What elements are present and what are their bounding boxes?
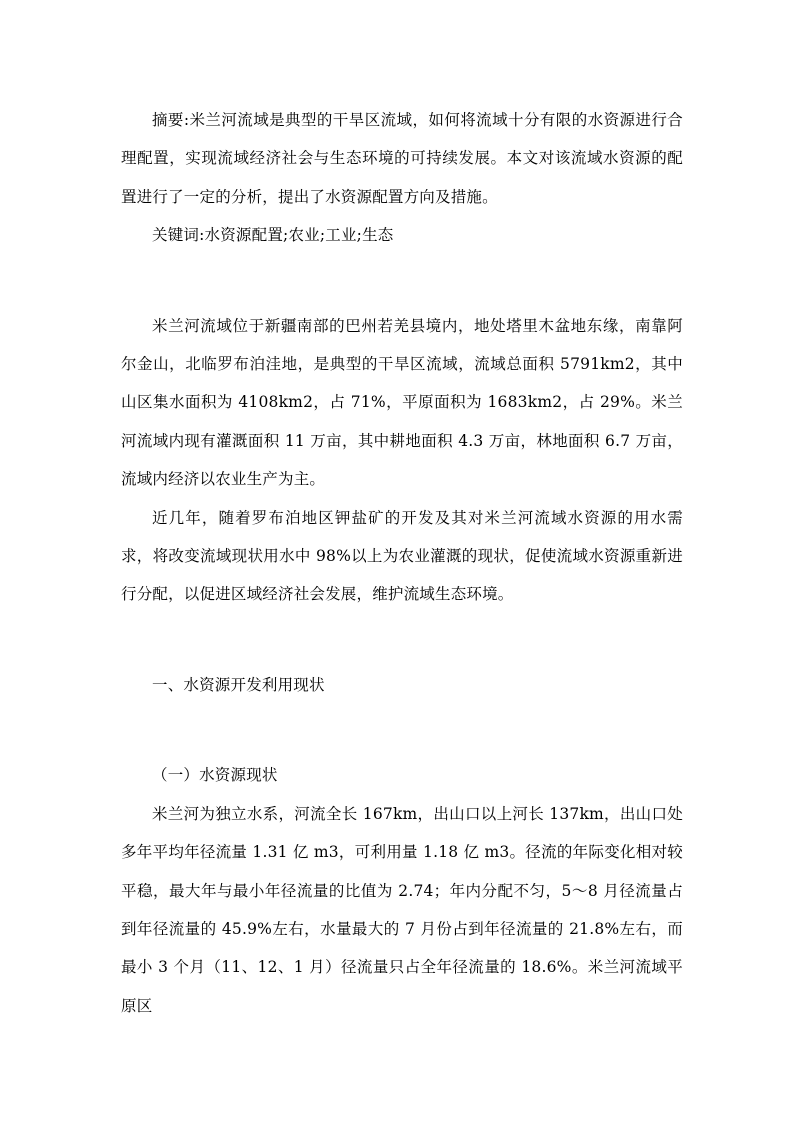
body-paragraph: 米兰河流域位于新疆南部的巴州若羌县境内，地处塔里木盆地东缘，南靠阿尔金山，北临罗布泊洼地，是典型的干旱区流域，流域总面积 5791km2，其中山区集水面积为 4108km2，占 71%，平原面积为 1683km2，占 29%。米兰河流域内现有灌溉面积 11 万亩，其中耕地面积 4.3 万亩，林地面积 6.7 万亩，流域内经济以农业生产为主。 bbox=[121, 316, 683, 489]
document-body bbox=[121, 101, 683, 1025]
spacer bbox=[121, 255, 683, 307]
keywords-line: 关键词:水资源配置;农业;工业;生态 bbox=[152, 226, 394, 245]
spacer bbox=[121, 704, 683, 756]
body-paragraph: 米兰河为独立水系，河流全长 167km，出山口以上河长 137km，出山口处多年平均年径流量 1.31 亿 m3，可利用量 1.18 亿 m3。径流的年际变化相对较平稳，最大年与最小年径流量的比值为 2.74；年内分配不匀，5～8 月径流量占到年径流量的 45.9%左右，水量最大的 7 月份占到年径流量的 21.8%左右，而最小 3 个月（11、12、1 月）径流量只占全年径流量的 18.6%。米兰河流域平原区 bbox=[121, 804, 683, 1015]
section-heading: 一、水资源开发利用现状 bbox=[152, 675, 325, 694]
subsection-heading: （一）水资源现状 bbox=[152, 766, 278, 785]
spacer bbox=[121, 614, 683, 666]
body-paragraph: 近几年，随着罗布泊地区钾盐矿的开发及其对米兰河流域水资源的用水需求，将改变流域现状用水中 98%以上为农业灌溉的现状，促使流域水资源重新进行分配，以促进区域经济社会发展，维护流域生态环境。 bbox=[121, 508, 683, 604]
abstract-paragraph: 摘要:米兰河流域是典型的干旱区流域，如何将流域十分有限的水资源进行合理配置，实现流域经济社会与生态环境的可持续发展。本文对该流域水资源的配置进行了一定的分析，提出了水资源配置方向及措施。 bbox=[121, 111, 683, 206]
